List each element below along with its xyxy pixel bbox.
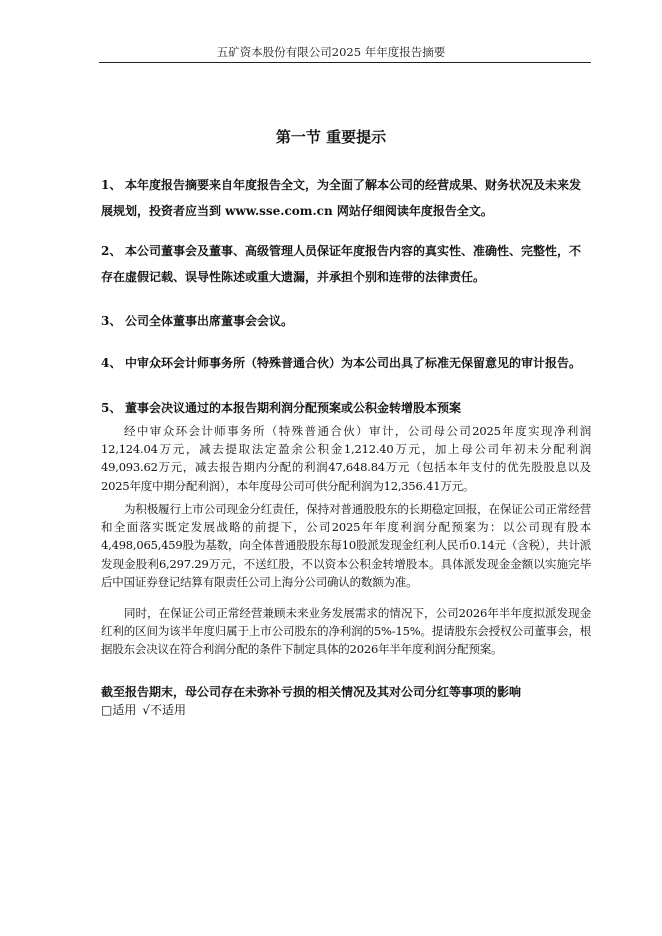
- notice-item-4: [101, 350, 591, 376]
- applicability-options: [101, 701, 591, 718]
- notice-item-number: 3、: [101, 314, 122, 328]
- profit-paragraph-3: 同时，在保证公司正常经营兼顾未来业务发展需求的情况下，公司2026年半年度拟派发现金红利的区间为该半年度归属于上市公司股东的净利润的5%-15%。提请股东会授权公司董事会，根据股东会决议在符合利润分配的条件下制定具体的2026年半年度利润分配预案。: [101, 606, 591, 657]
- option-applicable: □适用: [101, 703, 137, 717]
- notice-item-3: [101, 308, 591, 334]
- notice-item-text: 本年度报告摘要来自年度报告全文，为全面了解本公司的经营成果、财务状况及未来发展规划，投资者应当到 www.sse.com.cn 网站仔细阅读年度报告全文。: [101, 178, 582, 218]
- notice-item-number: 4、: [101, 356, 122, 370]
- running-header: 五矿资本股份有限公司2025 年年度报告摘要: [216, 45, 446, 59]
- notice-item-number: 2、: [101, 244, 122, 258]
- notice-item-2: [101, 238, 591, 290]
- option-not-applicable: √不适用: [142, 703, 186, 717]
- notice-item-5: [101, 395, 591, 421]
- header-rule: [99, 62, 591, 63]
- notice-item-1: [101, 172, 591, 224]
- notice-item-number: 5、: [101, 401, 122, 415]
- notice-item-text: 公司全体董事出席董事会会议。: [125, 314, 294, 328]
- notice-item-number: 1、: [101, 178, 122, 192]
- notice-item-text: 中审众环会计师事务所（特殊普通合伙）为本公司出具了标准无保留意见的审计报告。: [125, 356, 582, 370]
- uncovered-loss-title: 截至报告期末，母公司存在未弥补亏损的相关情况及其对公司分红等事项的影响: [101, 685, 522, 699]
- profit-paragraph-1: 经中审众环会计师事务所（特殊普通合伙）审计，公司母公司2025年度实现净利润12,124.04万元，减去提取法定盈余公积金1,212.40万元，加上母公司年初未分配利润49,093.62万元，减去报告期内分配的利润47,648.84万元（包括本年支付的优先股股息以及2025年度中期分配利润），本年度母公司可供分配利润为12,356.41万元。: [101, 424, 591, 493]
- notice-item-text: 董事会决议通过的本报告期利润分配预案或公积金转增股本预案: [125, 401, 462, 415]
- section-title: 第一节 重要提示: [275, 128, 387, 146]
- profit-paragraph-2: 为积极履行上市公司现金分红责任，保持对普通股股东的长期稳定回报，在保证公司正常经营和全面落实既定发展战略的前提下，公司2025年年度利润分配预案为：以公司现有股本4,498,065,459股为基数，向全体普通股股东每10股派发现金红利人民币0.14元（含税），共计派发现金股利6,297.29万元，不送红股，不以资本公积金转增股本。具体派发现金金额以实施完毕后中国证券登记结算有限责任公司上海分公司确认的数额为准。: [101, 502, 591, 589]
- notice-item-text: 本公司董事会及董事、高级管理人员保证年度报告内容的真实性、准确性、完整性，不存在虚假记载、误导性陈述或重大遗漏，并承担个别和连带的法律责任。: [101, 244, 582, 284]
